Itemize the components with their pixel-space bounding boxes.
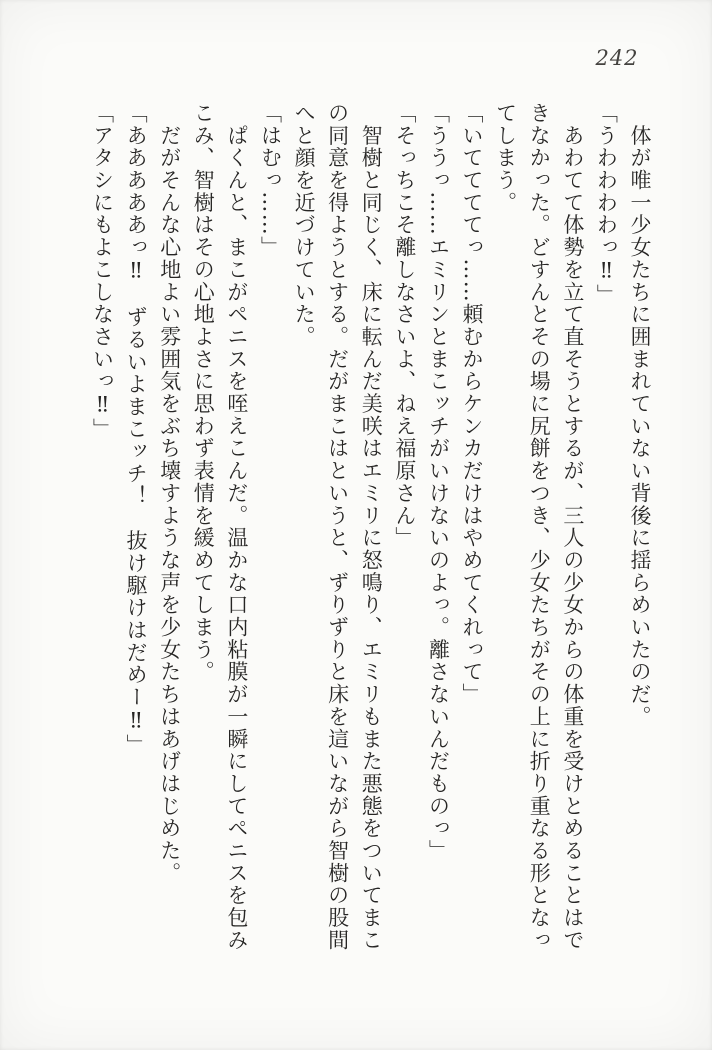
text-line: 「いててててっ……頼むからケンカだけはやめてくれって」 <box>460 102 485 706</box>
text-line: の同意を得ようとする。だがまこはというと、ずりずりと床を這いながら智樹の股間 <box>325 102 350 952</box>
text-line: 智樹と同じく、床に転んだ美咲はエミリに怒鳴り、エミリもまた悪態をついてまこ <box>359 102 384 952</box>
text-line: 「はむっ……」 <box>258 102 283 259</box>
text-line: 「そっちこそ離しなさいよ、ねえ福原さん」 <box>392 102 417 549</box>
text-line: てしまう。 <box>493 102 518 214</box>
text-line: 「ううっ……エミリンとまこッチがいけないのよっ。離さないんだものっ」 <box>426 102 451 862</box>
text-line: へと顔を近づけていた。 <box>292 102 317 348</box>
text-line: あわてて体勢を立て直そうとするが、三人の少女からの体重を受けとめることはで <box>560 102 585 952</box>
text-line: 「アタシにもよこしなさいっ‼」 <box>90 102 115 441</box>
page-number: 242 <box>595 46 639 70</box>
text-block <box>85 102 656 966</box>
text-line: こみ、智樹はその心地よさに思わず表情を緩めてしまう。 <box>191 102 216 684</box>
text-line: 体が唯一少女たちに囲まれていない背後に揺らめいたのだ。 <box>628 102 652 728</box>
text-line: 「あああああっ‼ ずるいよまこッチ！ 抜け駆けはだめー‼」 <box>124 102 149 757</box>
text-line: ぱくんと、まこがペニスを咥えこんだ。温かな口内粘膜が一瞬にしてペニスを包み <box>224 102 249 952</box>
text-line: だがそんな心地よい雰囲気をぶち壊すような声を少女たちはあげはじめた。 <box>157 102 182 885</box>
text-line: きなかった。どすんとその場に尻餅をつき、少女たちがその上に折り重なる形となっ <box>527 102 552 952</box>
text-line: 「うわわわわっ‼」 <box>594 102 619 307</box>
